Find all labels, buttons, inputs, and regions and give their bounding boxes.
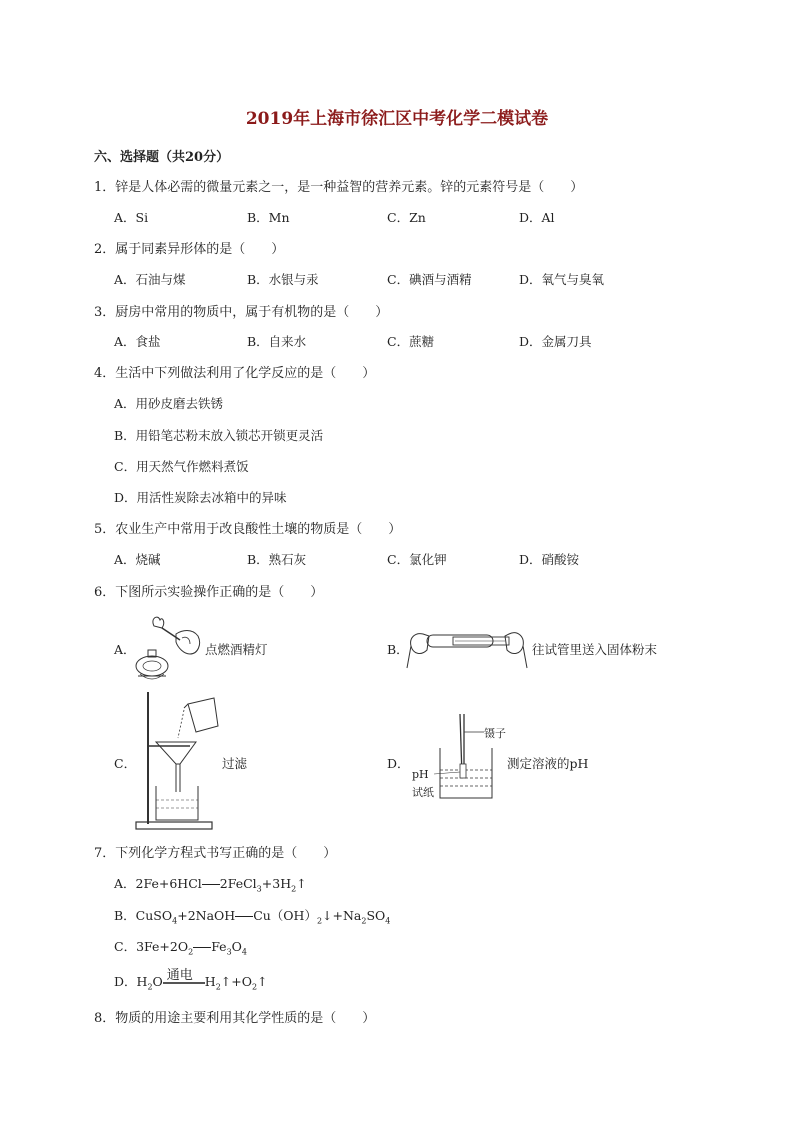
q6-option-b-letter[interactable]: B．	[387, 642, 409, 657]
q7-d-part1b: O	[152, 974, 163, 989]
test-tube-powder-figure	[405, 616, 530, 674]
section-heading: 六、选择题（共20分）	[94, 150, 230, 165]
gas-arrow: ↑	[296, 876, 307, 891]
tweezers-label: 镊子	[484, 727, 506, 740]
q7-b-part3: Cu（OH）	[253, 908, 317, 923]
condition-label: 通电	[166, 967, 193, 983]
q5-option-d[interactable]: D．硝酸铵	[519, 552, 580, 567]
q7-b-part2: +2NaOH	[177, 908, 236, 923]
q1-option-d[interactable]: D．Al	[519, 210, 555, 225]
equals-bar	[202, 884, 220, 885]
page-title: 2019年上海市徐汇区中考化学二模试卷	[245, 109, 549, 129]
q1-option-c[interactable]: C．Zn	[387, 210, 426, 225]
q7-c-part1: C．3Fe+2O	[114, 939, 189, 954]
q7-b-part1: B．CuSO	[114, 908, 173, 923]
q7-a-product2: +3H	[261, 876, 292, 891]
q3-option-a[interactable]: A．食盐	[114, 334, 161, 349]
gas-arrow: ↑	[257, 974, 268, 989]
q2-option-c[interactable]: C．碘酒与酒精	[387, 272, 472, 287]
q6-option-d-caption: 测定溶液的pH	[507, 756, 589, 771]
q7-a-sub2: 2	[291, 884, 297, 894]
equals-bar	[235, 916, 253, 917]
q7-c-part2: Fe	[211, 939, 227, 954]
q7-d-sub3: 2	[251, 982, 258, 992]
q7-a-sub1: 3	[256, 884, 262, 894]
q7-option-a[interactable]	[114, 874, 307, 894]
q3-stem: 3．厨房中常用的物质中，属于有机物的是（ ）	[94, 305, 389, 320]
q5-option-a[interactable]: A．烧碱	[114, 552, 161, 567]
q7-d-sub2: 2	[215, 982, 221, 992]
q7-stem: 7．下列化学方程式书写正确的是（ ）	[94, 846, 337, 861]
q7-d-part2: H	[204, 974, 216, 989]
q6-option-a-letter[interactable]: A．	[114, 642, 136, 657]
q3-option-b[interactable]: B．自来水	[247, 334, 307, 349]
q7-a-product1: 2FeCl	[219, 876, 257, 891]
q3-option-d[interactable]: D．金属刀具	[519, 334, 592, 349]
q6-option-b-caption: 往试管里送入固体粉末	[532, 642, 658, 657]
q7-b-sub4: 4	[385, 916, 391, 926]
equals-bar	[193, 947, 211, 948]
q7-b-sub1: 4	[172, 916, 178, 926]
q7-c-sub3: 4	[241, 947, 248, 957]
q6-option-c-caption: 过滤	[222, 756, 248, 771]
paper-label: 试纸	[412, 786, 434, 799]
q7-d-sub1: 2	[147, 982, 153, 992]
q4-option-c[interactable]: C．用天然气作燃料煮饭	[114, 459, 249, 474]
q7-c-part3: O	[231, 939, 242, 954]
q2-stem: 2．属于同素异形体的是（ ）	[94, 242, 285, 257]
q2-option-d[interactable]: D．氧气与臭氧	[519, 272, 605, 287]
q8-stem: 8．物质的用途主要利用其化学性质的是（ ）	[94, 1011, 376, 1026]
q4-stem: 4．生活中下列做法利用了化学反应的是（ ）	[94, 366, 376, 381]
q5-option-b[interactable]: B．熟石灰	[247, 552, 307, 567]
q6-stem: 6．下图所示实验操作正确的是（ ）	[94, 585, 324, 600]
q7-c-sub2: 3	[226, 947, 232, 957]
q7-c-sub1: 2	[188, 947, 194, 957]
q3-option-c[interactable]: C．蔗糖	[387, 334, 435, 349]
q2-option-a[interactable]: A．石油与煤	[114, 272, 186, 287]
q7-option-d[interactable]	[114, 967, 268, 992]
q7-a-reactants: A．2Fe+6HCl	[114, 876, 202, 891]
q7-option-b[interactable]	[114, 906, 390, 926]
q1-option-a[interactable]: A．Si	[114, 210, 149, 225]
q2-option-b[interactable]: B．水银与汞	[247, 272, 319, 287]
q1-stem: 1．锌是人体必需的微量元素之一，是一种益智的营养元素。锌的元素符号是（ ）	[94, 180, 584, 195]
q6-option-c-letter[interactable]: C．	[114, 756, 137, 771]
filtration-apparatus-figure	[134, 688, 226, 832]
q7-b-part5: SO	[366, 908, 386, 923]
electrolysis-condition	[163, 967, 205, 984]
q7-b-part4: ↓+Na	[322, 908, 362, 923]
q7-option-c[interactable]	[114, 937, 247, 957]
q6-option-a-caption: 点燃酒精灯	[205, 642, 268, 657]
q4-option-b[interactable]: B．用铅笔芯粉末放入锁芯开锁更灵活	[114, 428, 324, 443]
q6-option-d-letter[interactable]: D．	[387, 756, 410, 771]
q7-d-part1: D．H	[114, 974, 148, 989]
q5-stem: 5．农业生产中常用于改良酸性土壤的物质是（ ）	[94, 522, 402, 537]
q7-b-sub3: 2	[361, 916, 367, 926]
q1-option-b[interactable]: B．Mn	[247, 210, 290, 225]
q4-option-a[interactable]: A．用砂皮磨去铁锈	[114, 396, 224, 411]
q5-option-c[interactable]: C．氯化钾	[387, 552, 447, 567]
alcohol-lamp-lighting-figure	[126, 614, 206, 688]
q4-option-d[interactable]: D．用活性炭除去冰箱中的异味	[114, 490, 287, 505]
ph-label: pH	[412, 768, 429, 781]
q7-d-part3: ↑+O	[220, 974, 252, 989]
q7-b-sub2: 2	[316, 916, 323, 926]
